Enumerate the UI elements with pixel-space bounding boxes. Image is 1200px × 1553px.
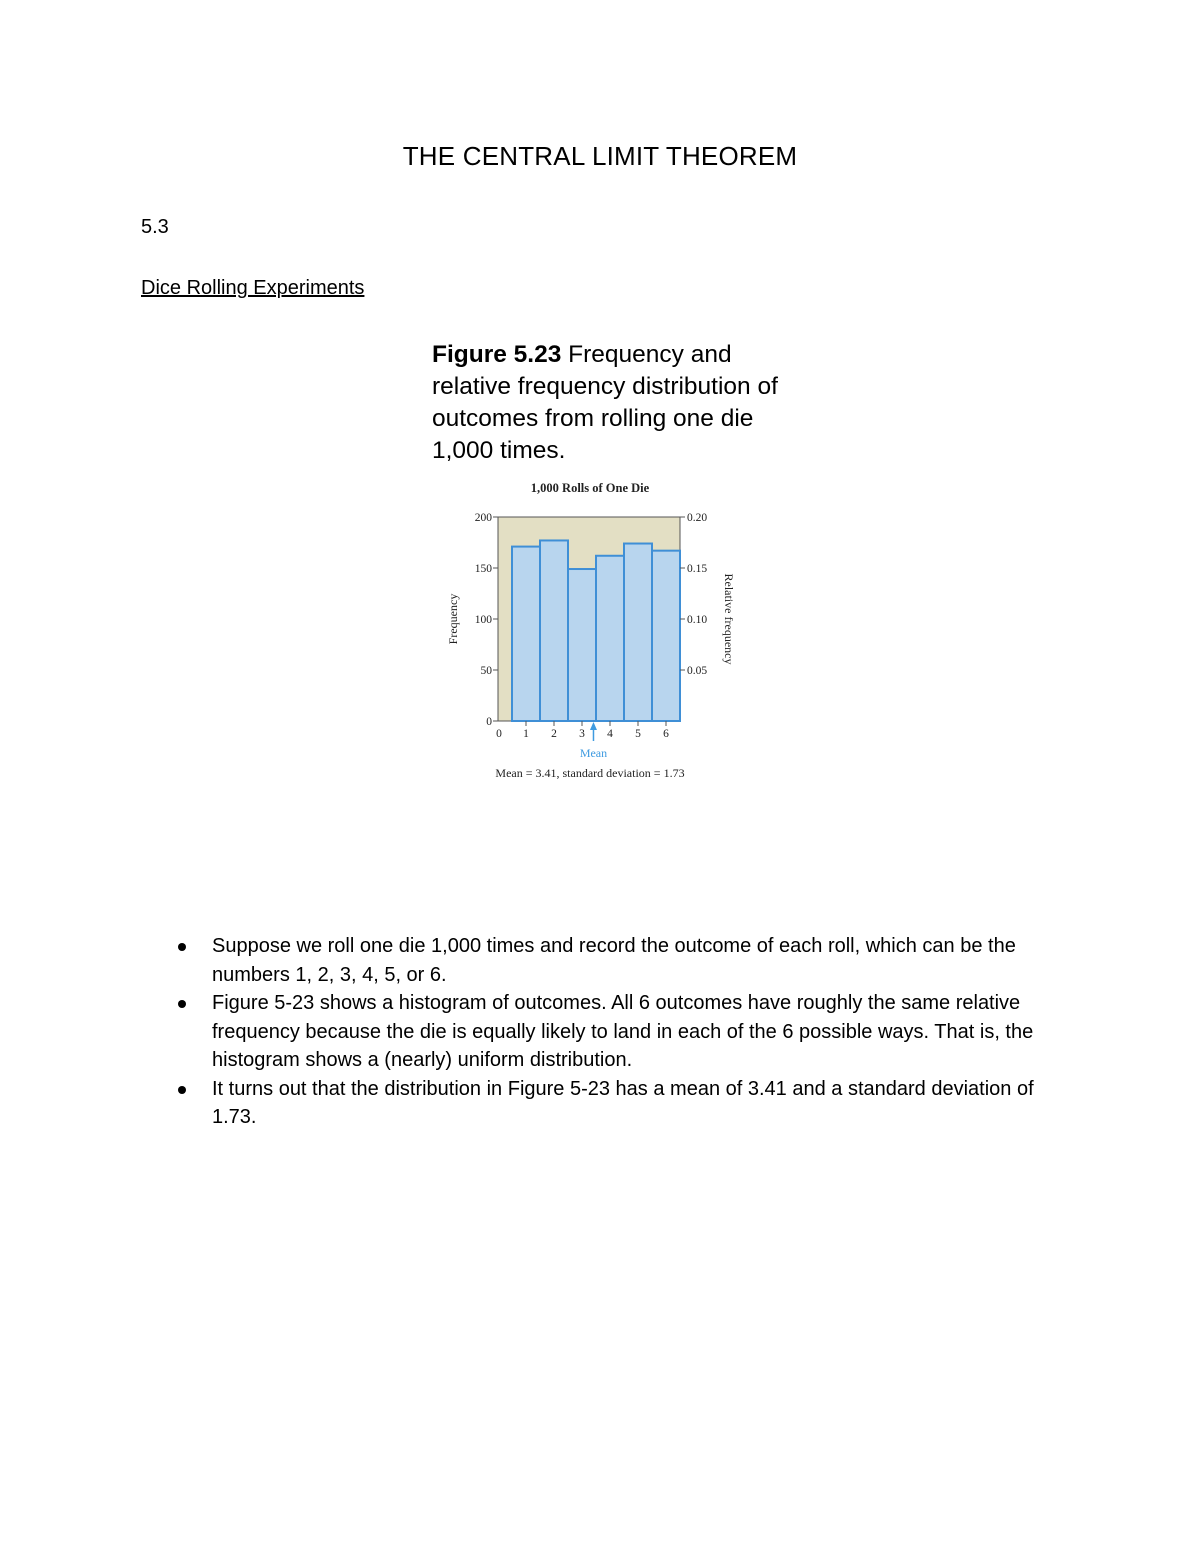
histogram-bar xyxy=(540,540,568,721)
bullet-item xyxy=(178,932,1058,989)
chart-title: 1,000 Rolls of One Die xyxy=(530,481,650,495)
histogram-bar xyxy=(596,556,624,721)
x-tick-label: 4 xyxy=(607,728,613,740)
x-tick-label: 3 xyxy=(579,728,585,740)
y2-tick-label: 0.20 xyxy=(687,512,708,524)
histogram-svg xyxy=(440,476,760,786)
bullet-icon xyxy=(178,1000,186,1008)
x-tick-label: 1 xyxy=(523,728,529,740)
y-tick-label: 200 xyxy=(474,512,492,524)
histogram-bar xyxy=(624,544,652,721)
y2-tick-label: 0.05 xyxy=(687,665,708,677)
chart-footnote: Mean = 3.41, standard deviation = 1.73 xyxy=(495,766,685,780)
section-number: 5.3 xyxy=(141,216,169,238)
x-axis-ticks xyxy=(496,721,669,740)
bullet-text: Suppose we roll one die 1,000 times and record the outcome of each roll, which can be the numbers 1, 2, 3, 4, 5, or 6. xyxy=(212,935,1016,986)
x-tick-label: 5 xyxy=(635,728,641,740)
mean-marker xyxy=(590,722,597,741)
bullet-icon xyxy=(178,1086,186,1094)
y2-axis-label: Relative frequency xyxy=(722,573,736,665)
histogram-bar xyxy=(512,547,540,721)
histogram-bar xyxy=(568,569,596,721)
bullet-text: Figure 5-23 shows a histogram of outcomes. All 6 outcomes have roughly the same relative frequency because the die is equally likely to land in each of the 6 possible ways. That is, the histogram shows a (nearly) uniform distribution. xyxy=(212,992,1034,1071)
x-tick-label: 2 xyxy=(551,728,557,740)
y-tick-label: 150 xyxy=(474,563,492,575)
y-tick-label: 0 xyxy=(486,716,492,728)
bullet-item xyxy=(178,1075,1058,1132)
bullet-text: It turns out that the distribution in Figure 5-23 has a mean of 3.41 and a standard deviation of 1.73. xyxy=(212,1077,1034,1128)
figure-caption xyxy=(432,339,802,467)
y-tick-label: 100 xyxy=(474,614,492,626)
y2-tick-label: 0.15 xyxy=(687,563,708,575)
bullet-list xyxy=(178,932,1058,1132)
left-axis-ticks xyxy=(475,512,498,728)
y-tick-label: 50 xyxy=(480,665,492,677)
bars-group xyxy=(512,540,680,721)
histogram-chart xyxy=(440,476,760,786)
section-heading[interactable]: Dice Rolling Experiments xyxy=(141,277,365,299)
bullet-item xyxy=(178,989,1058,1075)
y-axis-label: Frequency xyxy=(446,593,460,645)
figure-label: Figure 5.23 xyxy=(432,341,562,368)
y2-tick-label: 0.10 xyxy=(687,614,708,626)
right-axis-ticks xyxy=(680,512,707,677)
mean-arrow-icon xyxy=(590,722,597,730)
figure-caption-text: Frequency and relative frequency distribution of outcomes from rolling one die 1,000 times. xyxy=(432,341,778,464)
mean-label: Mean xyxy=(579,746,608,760)
bullet-icon xyxy=(178,943,186,951)
histogram-bar xyxy=(652,551,680,721)
x-tick-label: 6 xyxy=(663,728,669,740)
x-tick-label: 0 xyxy=(496,728,502,740)
page-title: THE CENTRAL LIMIT THEOREM xyxy=(402,141,798,171)
